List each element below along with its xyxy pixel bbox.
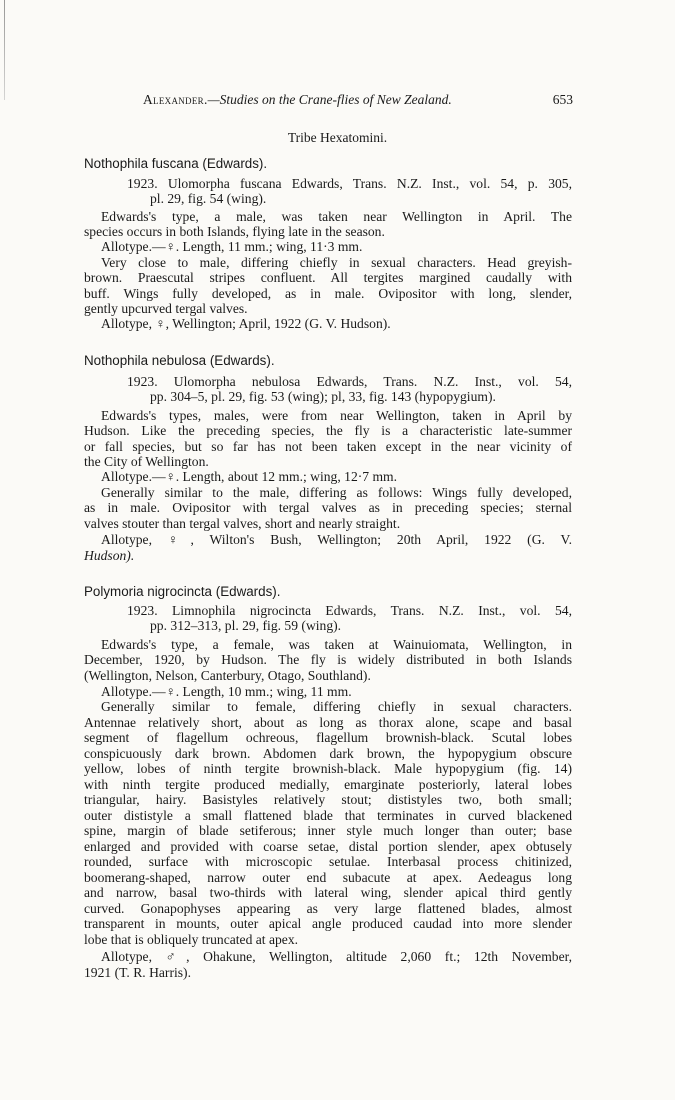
allotype-record: Allotype, ♀, Wellington; April, 1922 (G. V. Hudson). [101, 316, 391, 331]
body-line: boomerang-shaped, narrow outer end subacute at apex. Aedeagus long [84, 870, 572, 885]
body-line: Generally similar to the male, differing as follows: Wings fully developed, [101, 485, 572, 500]
body-line: as in male. Ovipositor with tergal valves as in preceding species; sternal [84, 500, 572, 515]
body-line: brown. Praescutal stripes confluent. All tergites margined caudally with [84, 270, 572, 285]
body-line: yellow, lobes of ninth tergite brownish-black. Male hypopygium (fig. 14) [84, 761, 572, 776]
body-line: Antennae relatively short, about as long as thorax alone, scape and basal [84, 715, 572, 730]
tribe-heading: Tribe Hexatomini. [287, 130, 388, 145]
species-heading: Polymoria nigrocincta (Edwards). [84, 584, 281, 599]
body-line: valves stouter than tergal valves, short and nearly straight. [84, 516, 401, 531]
citation-line: pp. 304–5, pl. 29, fig. 53 (wing); pl, 33, fig. 143 (hypopygium). [150, 389, 496, 404]
body-line: segment of flagellum ochreous, flagellum brownish-black. Scutal lobes [84, 730, 572, 745]
citation-line: pl. 29, fig. 54 (wing). [150, 191, 267, 206]
body-line: the City of Wellington. [84, 454, 209, 469]
allotype-line: Allotype.—♀. Length, about 12 mm.; wing, 12·7 mm. [101, 469, 398, 484]
body-line: with ninth tergite produced medially, emarginate posteriorly, lateral lobes [84, 777, 572, 792]
allotype-line: Allotype.—♀. Length, 10 mm.; wing, 11 mm. [101, 684, 352, 699]
body-line: rounded, surface with microscopic setulae. Interbasal process chitinized, [84, 854, 572, 869]
body-line: Very close to male, differing chiefly in sexual characters. Head greyish- [101, 255, 572, 270]
citation-line: 1923. Ulomorpha nebulosa Edwards, Trans. N.Z. Inst., vol. 54, [127, 374, 572, 389]
body-line: spine, margin of blade setiferous; inner style much longer than outer; base [84, 823, 572, 838]
body-line: enlarged and provided with coarse setae, distal portion slender, apex obtusely [84, 839, 572, 854]
citation-line: pp. 312–313, pl. 29, fig. 59 (wing). [150, 618, 342, 633]
body-line: conspicuously dark brown. Abdomen dark brown, the hypopygium obscure [84, 746, 572, 761]
species-heading: Nothophila nebulosa (Edwards). [84, 353, 275, 368]
allotype-record: Allotype, ♂, Ohakune, Wellington, altitude 2,060 ft.; 12th November, [101, 949, 572, 964]
page-number: 653 [552, 92, 573, 107]
body-line: December, 1920, by Hudson. The fly is widely distributed in both Islands [84, 652, 572, 667]
body-line: Edwards's types, males, were from near Wellington, taken in April by [101, 408, 572, 423]
body-line: Hudson. Like the preceding species, the fly is a characteristic late-summer [84, 423, 572, 438]
body-line: buff. Wings fully developed, as in male. Ovipositor with long, slender, [84, 286, 572, 301]
allotype-line: Allotype.—♀. Length, 11 mm.; wing, 11·3 mm. [101, 239, 363, 254]
running-head-title: Alexander.—Studies on the Crane-flies of New Zealand. [143, 92, 452, 107]
allotype-record: Allotype, ♀, Wilton's Bush, Wellington; 20th April, 1922 (G. V. [101, 532, 572, 547]
body-line: and narrow, basal two-thirds with lateral wing, slender apical third gently [84, 885, 572, 900]
body-line: (Wellington, Nelson, Canterbury, Otago, Southland). [84, 668, 371, 683]
body-line: or fall species, but so far has not been taken except in the near vicinity of [84, 439, 572, 454]
body-line: species occurs in both Islands, flying late in the season. [84, 224, 385, 239]
citation-line: 1923. Limnophila nigrocincta Edwards, Trans. N.Z. Inst., vol. 54, [127, 603, 572, 618]
body-line: gently upcurved tergal valves. [84, 301, 248, 316]
body-line: triangular, hairy. Basistyles relatively stout; dististyles two, both small; [84, 792, 572, 807]
body-line: Edwards's type, a female, was taken at Wainuiomata, Wellington, in [101, 637, 572, 652]
body-line: Edwards's type, a male, was taken near Wellington in April. The [101, 209, 572, 224]
running-head [143, 92, 573, 108]
scan-edge-line [4, 0, 5, 100]
citation-line: 1923. Ulomorpha fuscana Edwards, Trans. N.Z. Inst., vol. 54, p. 305, [127, 176, 572, 191]
allotype-record: Hudson). [84, 548, 135, 563]
body-line: outer dististyle a small flattened blade that terminates in curved blackened [84, 808, 572, 823]
allotype-record: 1921 (T. R. Harris). [84, 965, 191, 980]
species-heading: Nothophila fuscana (Edwards). [84, 156, 268, 171]
body-line: curved. Gonapophyses appearing as very large flattened blades, almost [84, 901, 572, 916]
body-line: Generally similar to female, differing chiefly in sexual characters. [101, 699, 572, 714]
body-line: transparent in mounts, outer apical angle produced caudad into more slender [84, 916, 572, 931]
body-line: lobe that is obliquely truncated at apex. [84, 932, 299, 947]
